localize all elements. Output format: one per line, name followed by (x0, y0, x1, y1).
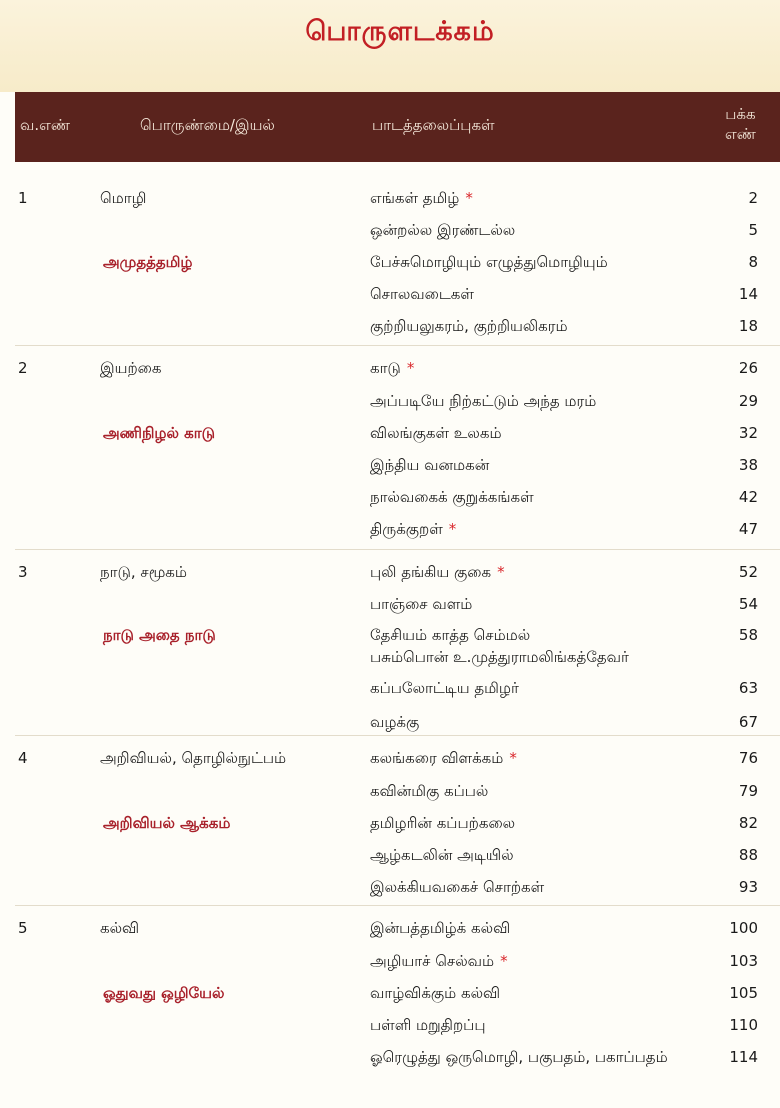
page-number: 67 (738, 713, 758, 731)
lesson-row (370, 251, 608, 273)
lesson-title: கப்பலோட்டிய தமிழர் (370, 679, 519, 697)
star-marker: * (509, 749, 517, 767)
lesson-title: வழக்கு (370, 713, 420, 731)
lesson-row (370, 624, 629, 668)
lesson-title: தமிழரின் கப்பற்கலை (370, 814, 516, 832)
lesson-title: பேச்சுமொழியும் எழுத்துமொழியும் (370, 253, 608, 271)
page-number: 47 (738, 520, 758, 538)
unit-divider (15, 905, 780, 906)
lesson-row (370, 917, 510, 939)
unit-divider (15, 735, 780, 736)
unit-theme: ஓதுவது ஒழியேல் (103, 984, 225, 1002)
lesson-title: விலங்குகள் உலகம் (370, 424, 502, 442)
star-marker: * (406, 359, 415, 377)
lesson-title: பாஞ்சை வளம் (370, 595, 473, 613)
header-serial-number: வ.எண் (20, 116, 70, 134)
page-number: 103 (729, 952, 758, 970)
lesson-title: இந்திய வனமகன் (370, 456, 490, 474)
lesson-row (370, 780, 488, 802)
unit-topic: நாடு, சமூகம் (100, 563, 187, 581)
lesson-title-line2: பசும்பொன் உ.முத்துராமலிங்கத்தேவர் (370, 648, 629, 666)
star-marker: * (500, 952, 508, 970)
lesson-row (370, 219, 515, 241)
header-page-number (725, 104, 756, 144)
header-lesson-titles: பாடத்தலைப்புகள் (372, 116, 495, 134)
lesson-row (370, 357, 414, 379)
page-number: 2 (748, 189, 758, 207)
page-number: 32 (738, 424, 758, 442)
lesson-row (370, 187, 473, 209)
lesson-title: குற்றியலுகரம், குற்றியலிகரம் (370, 317, 568, 335)
star-marker: * (465, 189, 473, 207)
lesson-title: எங்கள் தமிழ் (370, 189, 460, 207)
lesson-row (370, 812, 515, 834)
page-number: 114 (729, 1048, 758, 1066)
lesson-row (370, 950, 508, 972)
lesson-row (370, 390, 596, 412)
lesson-row (370, 486, 534, 508)
unit-topic: அறிவியல், தொழில்நுட்பம் (100, 749, 287, 767)
lesson-title: அப்படியே நிற்கட்டும் அந்த மரம் (370, 392, 597, 410)
unit-number: 4 (18, 749, 28, 767)
header-page-line1: பக்க (725, 105, 756, 123)
unit-divider (15, 345, 780, 346)
lesson-title: வாழ்விக்கும் கல்வி (370, 984, 501, 1002)
lesson-row (370, 876, 544, 898)
lesson-row (370, 283, 474, 305)
lesson-row (370, 982, 500, 1004)
unit-number: 2 (18, 359, 28, 377)
page-number: 8 (748, 253, 758, 271)
header-page-line2: எண் (725, 125, 756, 143)
lesson-title: கவின்மிகு கப்பல் (370, 782, 489, 800)
page-number: 88 (738, 846, 758, 864)
page-number: 58 (738, 626, 758, 644)
lesson-title: புலி தங்கிய குகை (370, 563, 492, 581)
page-number: 110 (729, 1016, 758, 1034)
star-marker: * (497, 563, 505, 581)
lesson-row (370, 677, 519, 699)
page-number: 5 (748, 221, 758, 239)
unit-theme: அறிவியல் ஆக்கம் (103, 814, 231, 832)
page-number: 14 (738, 285, 758, 303)
page-number: 79 (738, 782, 758, 800)
unit-topic: இயற்கை (100, 359, 162, 377)
lesson-title: நால்வகைக் குறுக்கங்கள் (370, 488, 534, 506)
unit-number: 3 (18, 563, 28, 581)
lesson-title: தேசியம் காத்த செம்மல் (370, 626, 531, 644)
lesson-title: ஆழ்கடலின் அடியில் (370, 846, 514, 864)
page-number: 63 (738, 679, 758, 697)
lesson-title: இன்பத்தமிழ்க் கல்வி (370, 919, 511, 937)
page-number: 82 (738, 814, 758, 832)
lesson-title: ஒன்றல்ல இரண்டல்ல (370, 221, 516, 239)
lesson-title: காடு (370, 359, 401, 377)
page-number: 105 (729, 984, 758, 1002)
page-number: 18 (738, 317, 758, 335)
unit-theme: அமுதத்தமிழ் (103, 253, 193, 271)
lesson-row (370, 518, 456, 540)
unit-topic: கல்வி (100, 919, 140, 937)
page-number: 29 (738, 392, 758, 410)
page-number: 42 (738, 488, 758, 506)
unit-theme: அணிநிழல் காடு (103, 424, 215, 442)
page-number: 52 (738, 563, 758, 581)
page-number: 76 (738, 749, 758, 767)
lesson-title: திருக்குறள் (370, 520, 443, 538)
unit-topic: மொழி (100, 189, 147, 207)
table-header (15, 92, 780, 162)
lesson-row (370, 422, 502, 444)
star-marker: * (448, 520, 457, 538)
unit-number: 5 (18, 919, 28, 937)
page-number: 38 (738, 456, 758, 474)
page-number: 93 (738, 878, 758, 896)
unit-theme: நாடு அதை நாடு (103, 626, 216, 644)
contents-table (0, 162, 780, 1108)
title-band (0, 0, 780, 92)
page-number: 100 (729, 919, 758, 937)
lesson-title: சொலவடைகள் (370, 285, 474, 303)
page-title: பொருளடக்கம் (305, 16, 495, 47)
page-number: 26 (738, 359, 758, 377)
lesson-title: அழியாச் செல்வம் (370, 952, 495, 970)
lesson-row (370, 1046, 668, 1068)
unit-divider (15, 549, 780, 550)
lesson-row (370, 747, 517, 769)
lesson-row (370, 593, 472, 615)
lesson-title: ஓரெழுத்து ஒருமொழி, பகுபதம், பகாப்பதம் (370, 1048, 668, 1066)
lesson-row (370, 711, 419, 733)
header-topic: பொருண்மை/இயல் (140, 116, 275, 134)
lesson-row (370, 454, 489, 476)
lesson-row (370, 561, 505, 583)
page-number: 54 (738, 595, 758, 613)
lesson-row (370, 1014, 485, 1036)
lesson-title: கலங்கரை விளக்கம் (370, 749, 504, 767)
lesson-title: பள்ளி மறுதிறப்பு (370, 1016, 486, 1034)
lesson-row (370, 844, 514, 866)
lesson-title: இலக்கியவகைச் சொற்கள் (370, 878, 545, 896)
unit-number: 1 (18, 189, 28, 207)
lesson-row (370, 315, 568, 337)
